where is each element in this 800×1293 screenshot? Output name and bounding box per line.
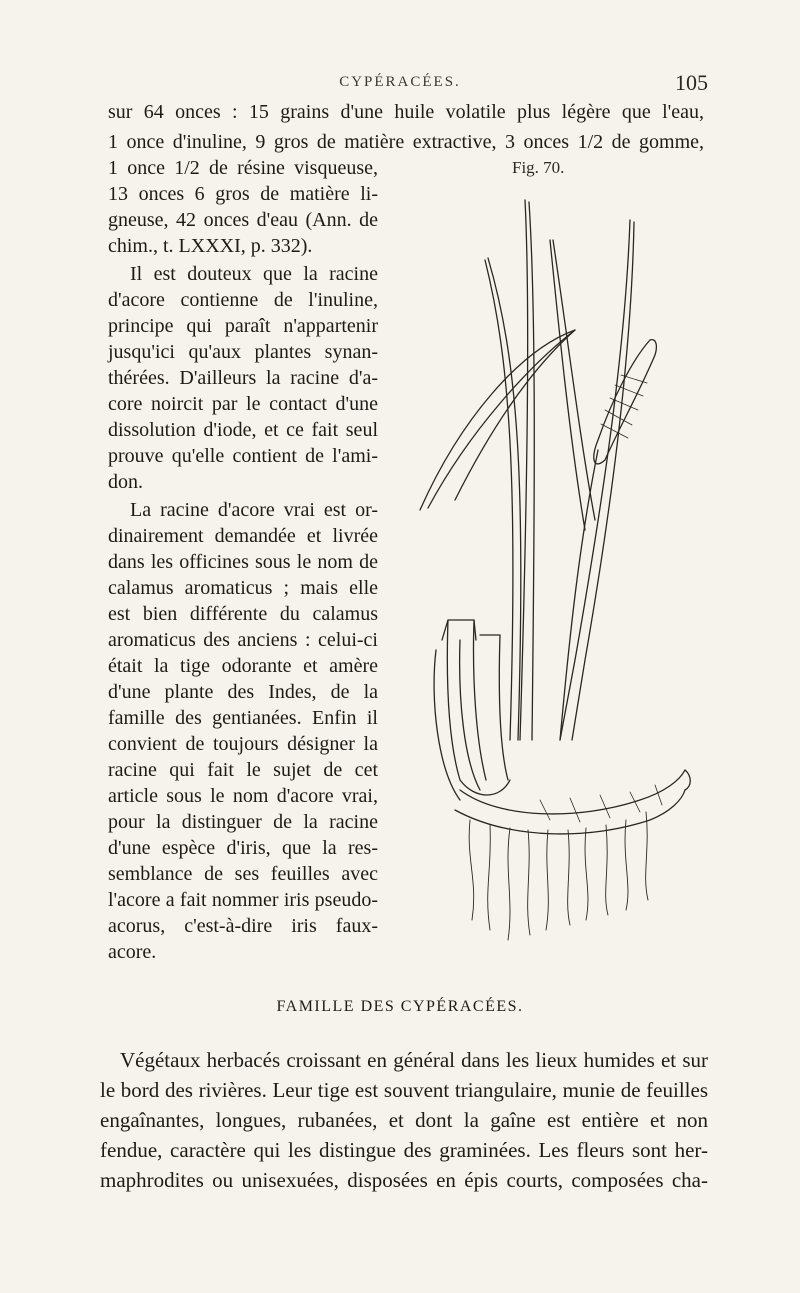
text-line: d'acore contienne de l'inuline, <box>108 289 378 311</box>
text-line: d'une espèce d'iris, que la res- <box>108 837 378 859</box>
text-line: l'acore a fait nommer iris pseudo- <box>108 889 378 911</box>
text-line: fendue, caractère qui les distingue des graminées. Les fleurs sont her- <box>100 1138 708 1162</box>
text-line: prouve qu'elle contient de l'ami- <box>108 445 378 467</box>
text-line: dans les officines sous le nom de <box>108 551 378 573</box>
text-line: est bien différente du calamus <box>108 603 378 625</box>
running-title: CYPÉRACÉES. <box>339 74 461 90</box>
text-line: acorus, c'est-à-dire iris faux- <box>108 915 378 937</box>
text-line: sur 64 onces : 15 grains d'une huile volatile plus légère que l'eau, <box>108 101 704 123</box>
running-head <box>0 70 800 100</box>
text-line: don. <box>108 471 143 493</box>
text-line: semblance de ses feuilles avec <box>108 863 378 885</box>
text-line: La racine d'acore vrai est or- <box>130 499 378 521</box>
text-line: aromaticus des anciens : celui-ci <box>108 629 378 651</box>
text-line: famille des gentianées. Enfin il <box>108 707 378 729</box>
text-line: Il est douteux que la racine <box>130 263 378 285</box>
text-line: gneuse, 42 onces d'eau (Ann. de <box>108 209 378 231</box>
text-line: principe qui paraît n'appartenir <box>108 315 378 337</box>
section-title: FAMILLE DES CYPÉRACÉES. <box>276 998 524 1015</box>
text-line: d'une plante des Indes, de la <box>108 681 378 703</box>
text-line: dissolution d'iode, et ce fait seul <box>108 419 378 441</box>
text-line: était la tige odorante et amère <box>108 655 378 677</box>
text-line: 1 once 1/2 de résine visqueuse, <box>108 157 378 179</box>
text-line: pour la distinguer de la racine <box>108 811 378 833</box>
figure-label: Fig. 70. <box>512 158 565 177</box>
text-line: calamus aromaticus ; mais elle <box>108 577 378 599</box>
page-number: 105 <box>675 70 708 95</box>
text-line: article sous le nom d'acore vrai, <box>108 785 378 807</box>
text-line: maphrodites ou unisexuées, disposées en épis courts, composées cha- <box>100 1168 708 1192</box>
text-line: 13 onces 6 gros de matière li- <box>108 183 378 205</box>
text-line: racine qui fait le sujet de cet <box>108 759 378 781</box>
text-line: thérées. D'ailleurs la racine d'a- <box>108 367 378 389</box>
calamus-plant-illustration <box>400 180 730 950</box>
text-line: dinairement demandée et livrée <box>108 525 378 547</box>
text-line: Végétaux herbacés croissant en général dans les lieux humides et sur <box>120 1048 708 1072</box>
text-line: engaînantes, longues, rubanées, et dont la gaîne est entière et non <box>100 1108 708 1132</box>
text-line: jusqu'ici qu'aux plantes synan- <box>108 341 378 363</box>
text-line: 1 once d'inuline, 9 gros de matière extractive, 3 onces 1/2 de gomme, <box>108 131 704 153</box>
text-line: acore. <box>108 941 157 963</box>
text-line: chim., t. LXXXI, p. 332). <box>108 235 313 257</box>
text-line: le bord des rivières. Leur tige est souvent triangulaire, munie de feuilles <box>100 1078 708 1102</box>
text-line: core noircit par le contact d'une <box>108 393 378 415</box>
text-line: convient de toujours désigner la <box>108 733 378 755</box>
